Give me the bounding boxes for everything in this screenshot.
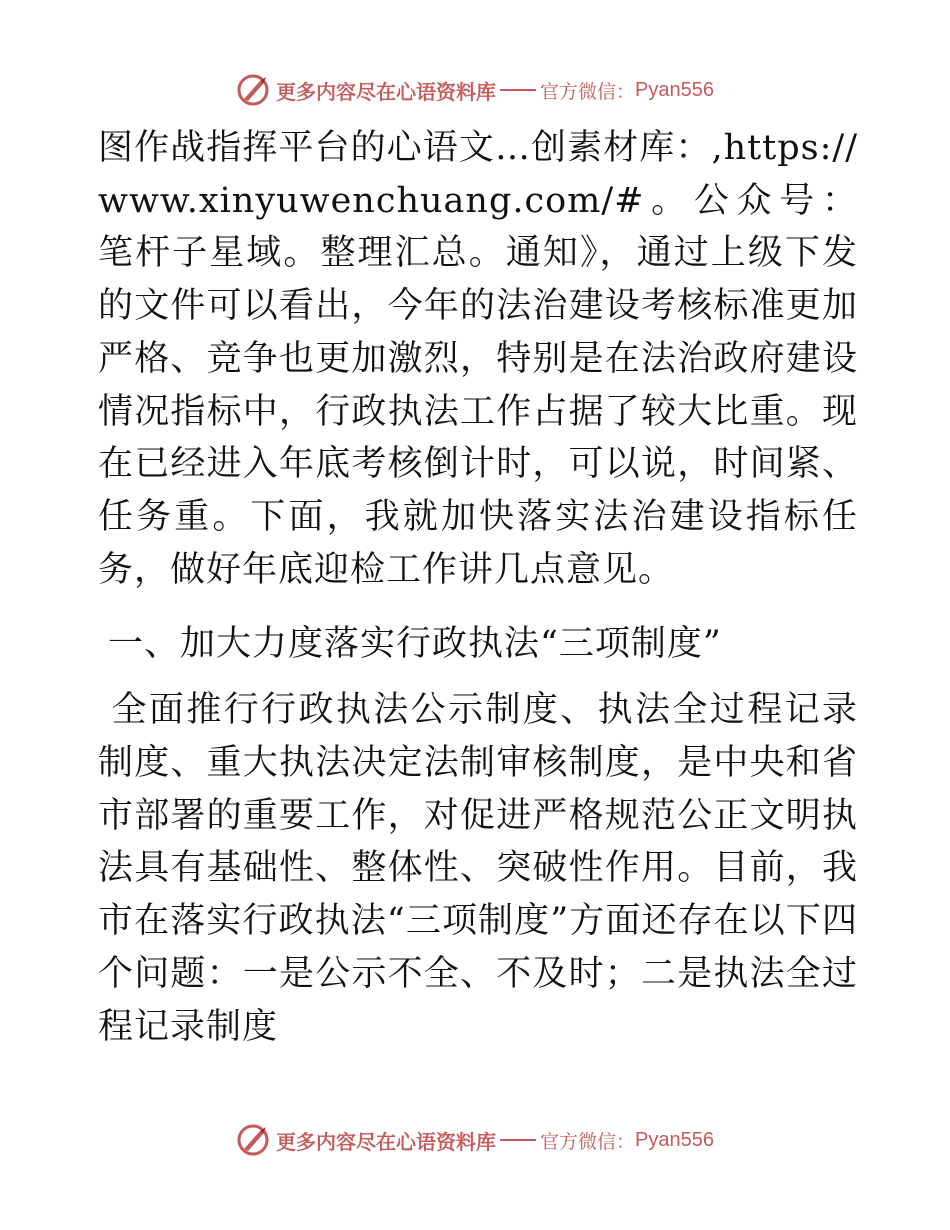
banner-main-text: 更多内容尽在心语资料库: [276, 1129, 496, 1154]
banner-wechat-id: Pyan556: [635, 78, 714, 101]
quill-pen-logo-icon: [236, 1123, 270, 1157]
banner-dash: [500, 1139, 536, 1141]
banner-wechat-id: Pyan556: [635, 1128, 714, 1151]
document-paragraph-2-text: 全面推行行政执法公示制度、执法全过程记录制度、重大执法决定法制审核制度，是中央和省市部署的重要工作，对促进严格规范公正文明执法具有基础性、整体性、突破性作用。目前，我市在落实行政执法“三项制度”方面还存在以下四个问题：一是公示不全、不及时；二是执法全过程记录制度: [98, 690, 858, 1047]
footer-watermark-banner: [0, 1120, 950, 1160]
banner-sub-text: 官方微信：: [540, 80, 636, 103]
section-heading-1: 一、加大力度落实行政执法“三项制度”: [108, 624, 722, 665]
banner-main-text: 更多内容尽在心语资料库: [276, 79, 496, 104]
document-body: [98, 122, 858, 1053]
banner-sub-text: 官方微信：: [540, 1130, 636, 1153]
banner-dash: [500, 89, 536, 91]
document-paragraph-2: [98, 684, 858, 1053]
header-watermark-banner: [0, 70, 950, 110]
document-paragraph-1: 图作战指挥平台的心语文…创素材库：,https://www.xinyuwenchuang.com/#。公众号：笔杆子星域。整理汇总。通知》，通过上级下发的文件可以看出，今年的法治建设考核标准更加严格、竞争也更加激烈，特别是在法治政府建设情况指标中，行政执法工作占据了较大比重。现在已经进入年底考核倒计时，可以说，时间紧、任务重。下面，我就加快落实法治建设指标任务，做好年底迎检工作讲几点意见。: [98, 128, 858, 590]
quill-pen-logo-icon: [236, 73, 270, 107]
